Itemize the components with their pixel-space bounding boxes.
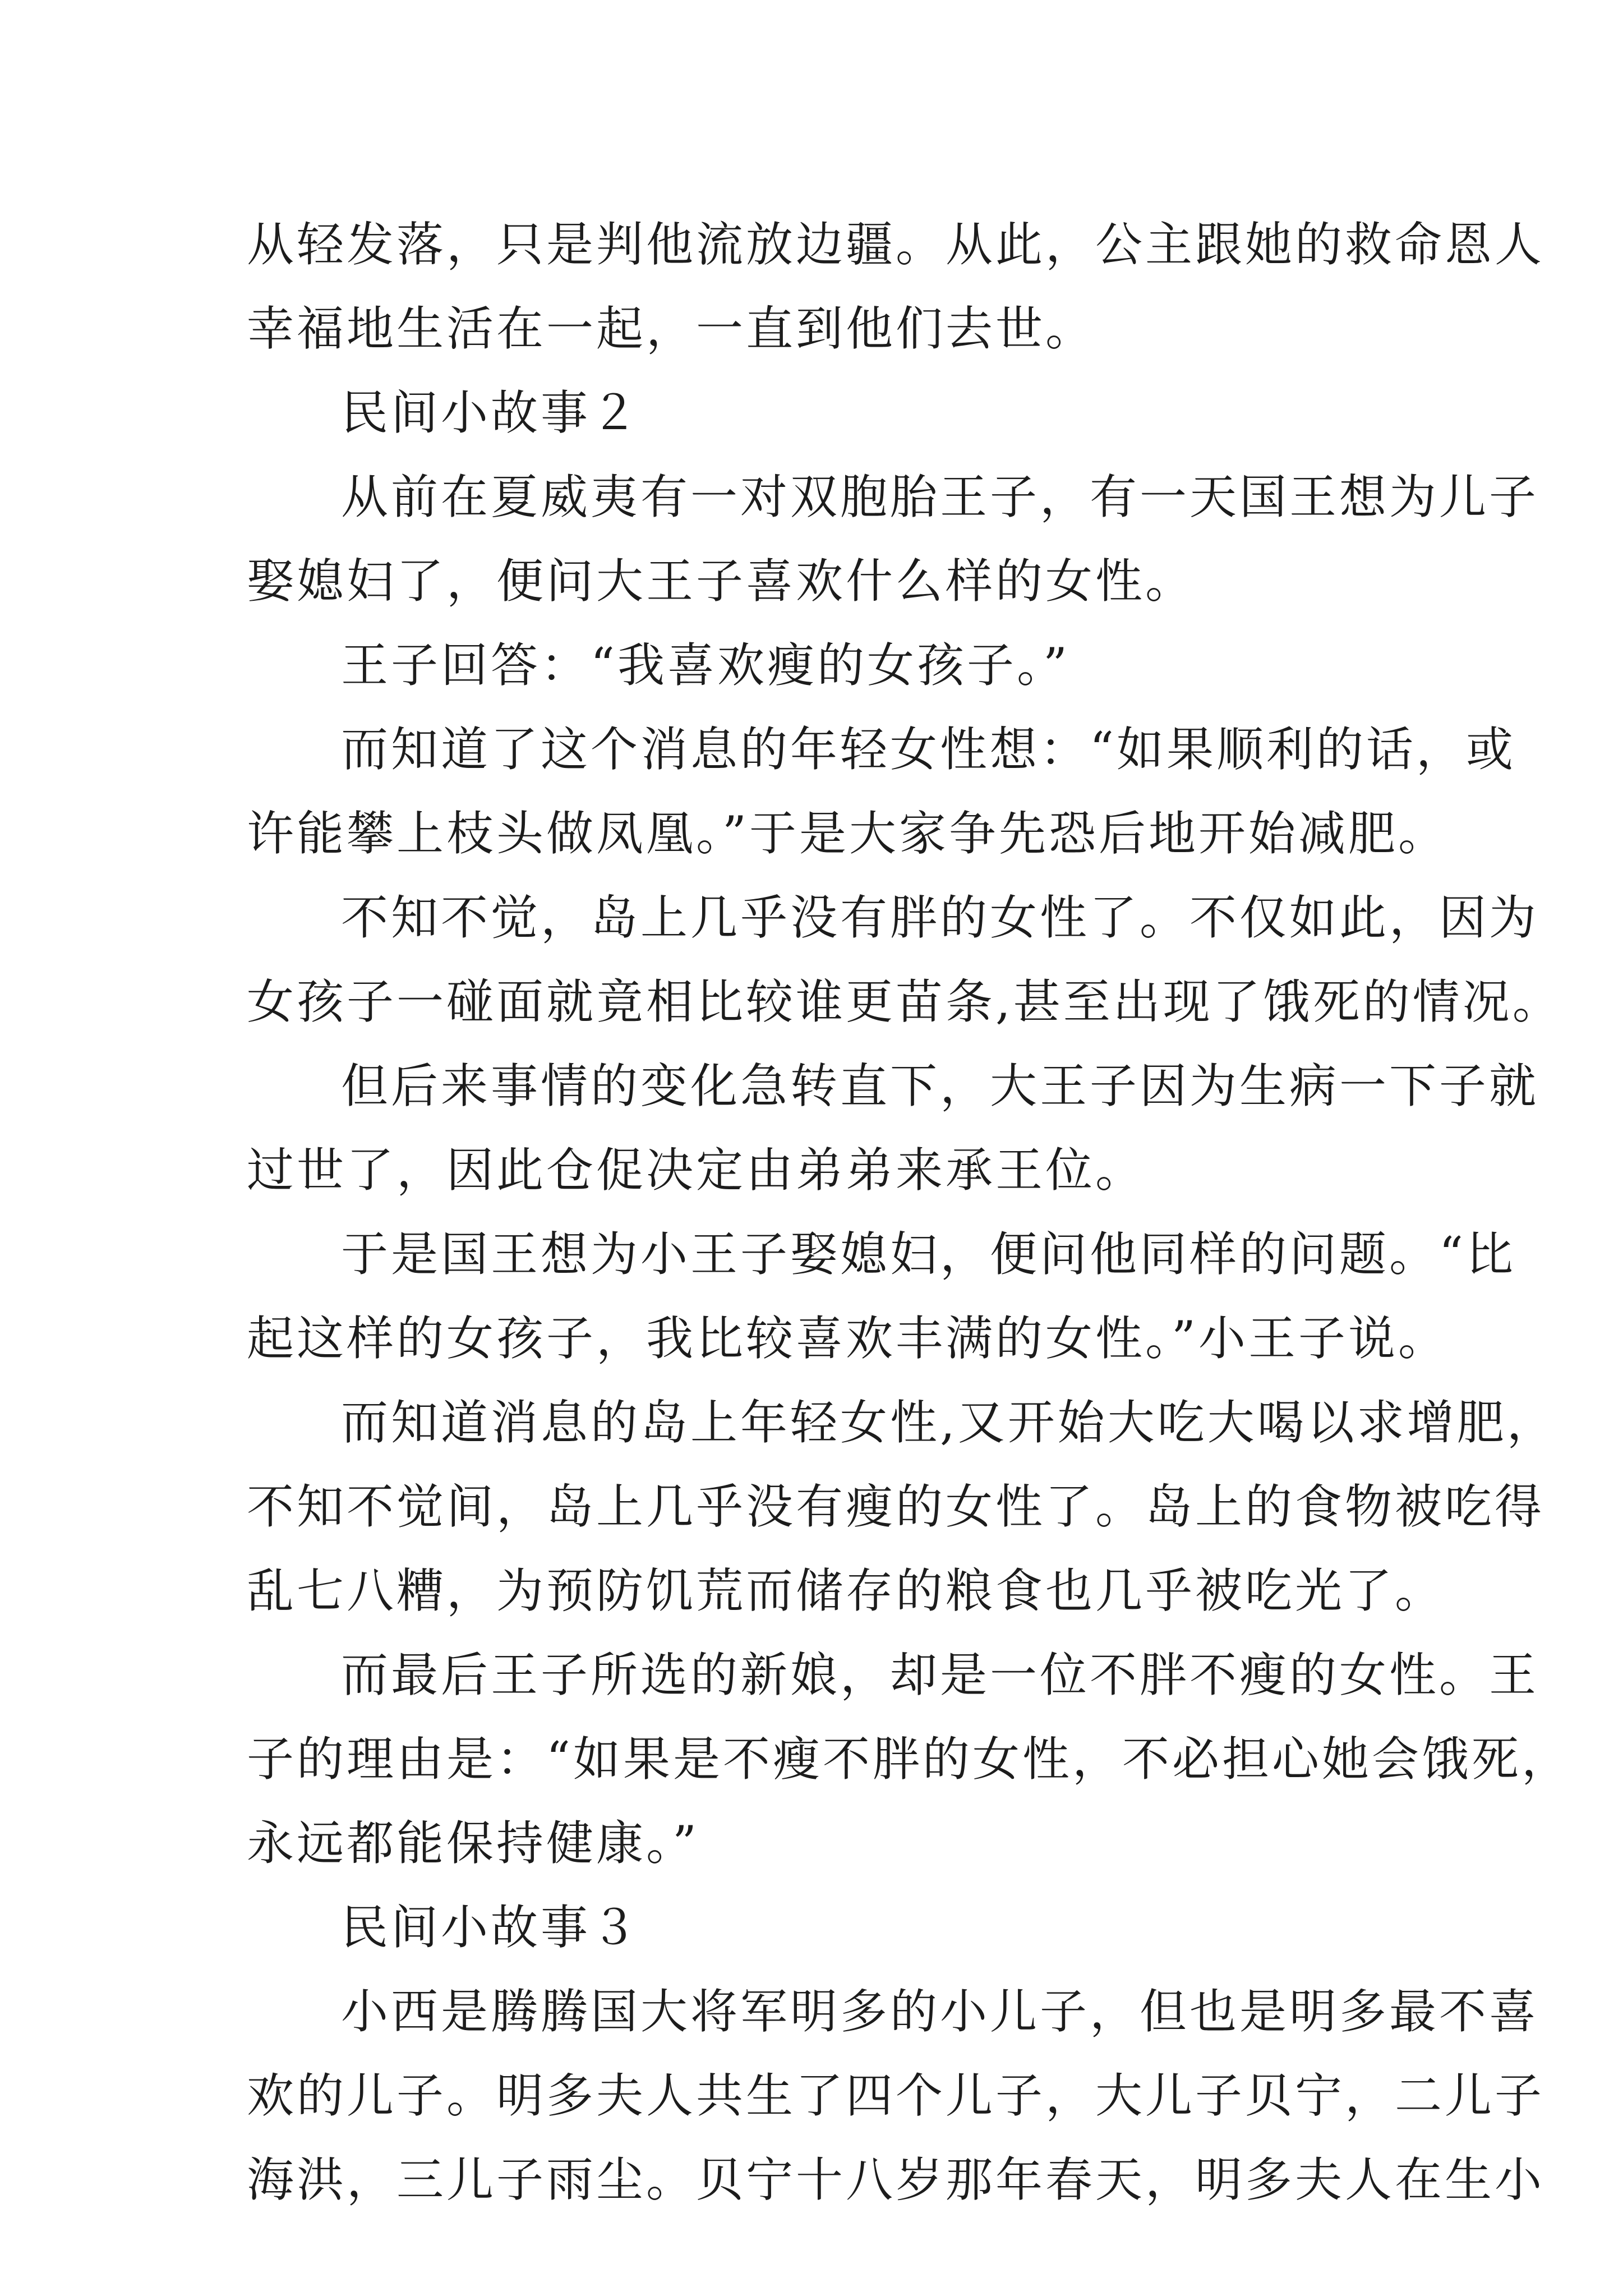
text-line: 而知道消息的岛上年轻女性,又开始大吃大喝以求增肥， (341, 1395, 1557, 1450)
text-line: 海洪，三儿子雨尘。贝宁十八岁那年春天，明多夫人在生小 (247, 2152, 1545, 2207)
section-heading: 民间小故事２ (341, 385, 641, 440)
text-line: 乱七八糟，为预防饥荒而储存的粮食也几乎被吃光了。 (247, 1563, 1445, 1618)
text-line: 从轻发落，只是判他流放边疆。从此，公主跟她的救命恩人 (247, 217, 1545, 272)
text-line: 从前在夏威夷有一对双胞胎王子，有一天国王想为儿子 (341, 470, 1539, 524)
section-heading: 民间小故事３ (341, 1900, 641, 1955)
text-line: 欢的儿子。明多夫人共生了四个儿子，大儿子贝宁，二儿子 (247, 2068, 1545, 2123)
text-line: 但后来事情的变化急转直下，大王子因为生病一下子就 (341, 1059, 1539, 1114)
text-line: 过世了，因此仓促决定由弟弟来承王位。 (247, 1143, 1146, 1198)
text-line: 幸福地生活在一起，一直到他们去世。 (247, 301, 1096, 356)
text-line: 起这样的女孩子，我比较喜欢丰满的女性。”小王子说。 (247, 1311, 1448, 1366)
text-line: 不知不觉，岛上几乎没有胖的女性了。不仅如此，因为 (341, 890, 1539, 945)
text-line: 许能攀上枝头做凤凰。”于是大家争先恐后地开始减肥。 (247, 806, 1448, 861)
text-line: 而最后王子所选的新娘，却是一位不胖不瘦的女性。王 (341, 1648, 1539, 1703)
text-line: 不知不觉间，岛上几乎没有瘦的女性了。岛上的食物被吃得 (247, 1479, 1545, 1534)
text-line: 王子回答：“我喜欢瘦的女孩子。” (341, 638, 1070, 693)
text-line: 小西是腾腾国大将军明多的小儿子，但也是明多最不喜 (341, 1984, 1539, 2039)
text-line: 而知道了这个消息的年轻女性想：“如果顺利的话，或 (341, 722, 1516, 777)
text-line: 娶媳妇了，便问大王子喜欢什么样的女性。 (247, 554, 1196, 609)
text-line: 子的理由是：“如果是不瘦不胖的女性，不必担心她会饿死， (247, 1732, 1571, 1787)
text-line: 于是国王想为小王子娶媳妇，便问他同样的问题。“比 (341, 1227, 1516, 1282)
document-body (247, 209, 1571, 2228)
text-line: 女孩子一碰面就竟相比较谁更苗条,甚至出现了饿死的情况。 (247, 974, 1562, 1029)
text-line: 永远都能保持健康。” (247, 1816, 699, 1871)
